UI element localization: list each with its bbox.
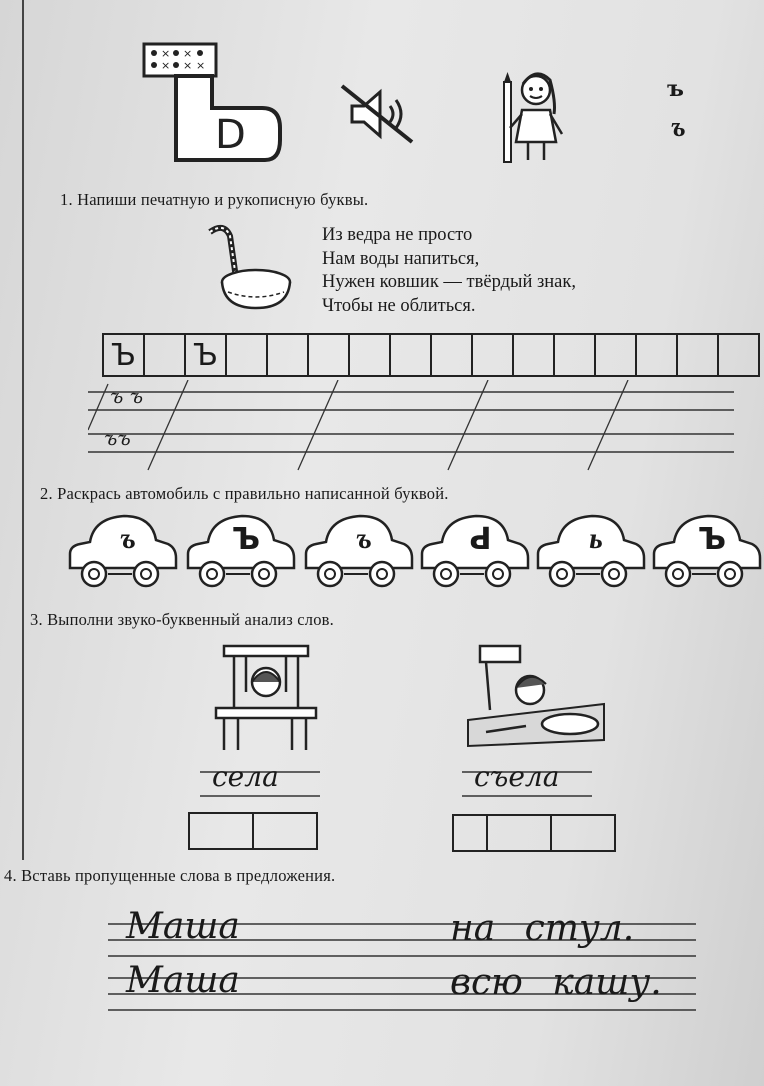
car-letter-1: ъ [120,522,136,555]
letter-box[interactable] [391,335,432,375]
word-2: съела [474,760,560,793]
svg-text:×: × [183,59,193,72]
letter-box[interactable] [432,335,473,375]
handwritten-sample-2: ъъ [104,426,131,450]
cars-row [64,510,764,596]
word-1: села [212,760,279,793]
svg-text:D: D [215,112,246,158]
letter-box[interactable] [227,335,268,375]
letter-box[interactable] [555,335,596,375]
girl-with-pencil-image [496,62,576,166]
letter-box[interactable] [268,335,309,375]
letter-box[interactable] [678,335,719,375]
sentence-2-end: всю кашу. [450,962,662,1003]
task-4-title: 4. Вставь пропущенные слова в предложения. [4,866,336,885]
poem [322,224,576,318]
letter-box[interactable]: Ъ [186,335,227,375]
task-3-title: 3. Выполни звуко-буквенный анализ слов. [30,610,334,629]
sentence-1-subject: Маша [126,906,240,947]
sound-box[interactable] [190,814,254,848]
big-letter-illustration [140,40,290,180]
letter-box[interactable] [473,335,514,375]
letter-box[interactable] [637,335,678,375]
letter-box[interactable] [514,335,555,375]
handwritten-sample-1: ъ ъ [110,384,144,408]
small-print-letter: ъ [667,76,684,102]
letter-boxes-row [102,333,760,377]
small-script-letter: ъ [671,112,686,143]
car-letter-5: ь [589,522,603,555]
poem-line: Из ведра не просто [322,225,473,245]
sound-box[interactable] [488,816,552,850]
sentence-1-end: на стул. [450,908,635,949]
margin-line [22,0,24,860]
task-2-title: 2. Раскрась автомобиль с правильно написанной буквой. [40,484,449,503]
letter-box[interactable] [145,335,186,375]
handwriting-lines [88,380,738,476]
letter-box[interactable] [309,335,350,375]
car-letter-4: Ь [468,522,492,557]
svg-text:×: × [183,47,193,60]
svg-text:×: × [196,59,206,72]
svg-text:×: × [161,47,171,60]
mute-speaker-icon [338,82,418,146]
sound-box[interactable] [552,816,614,850]
poem-line: Чтобы не облиться. [322,295,476,316]
sound-box[interactable] [254,814,316,848]
sound-boxes-2 [452,814,616,852]
sound-boxes-1 [188,812,318,850]
letter-box[interactable] [350,335,391,375]
sentence-2-subject: Маша [126,960,240,1001]
sound-box[interactable] [454,816,488,850]
girl-on-chair-image [212,642,318,754]
car-letter-2: Ъ [231,522,261,557]
svg-text:×: × [161,59,171,72]
letter-box[interactable] [719,335,758,375]
poem-line: Нужен ковшик — твёрдый знак, [322,272,576,292]
ladle-image [196,222,296,314]
car-letter-6: Ъ [697,522,727,557]
letter-box[interactable] [596,335,637,375]
letter-box[interactable]: Ъ [104,335,145,375]
task-1-title: 1. Напиши печатную и рукописную буквы. [60,190,369,209]
poem-line: Нам воды напиться, [322,248,480,269]
car-letter-3: ъ [356,522,372,555]
girl-eating-image [466,640,606,752]
